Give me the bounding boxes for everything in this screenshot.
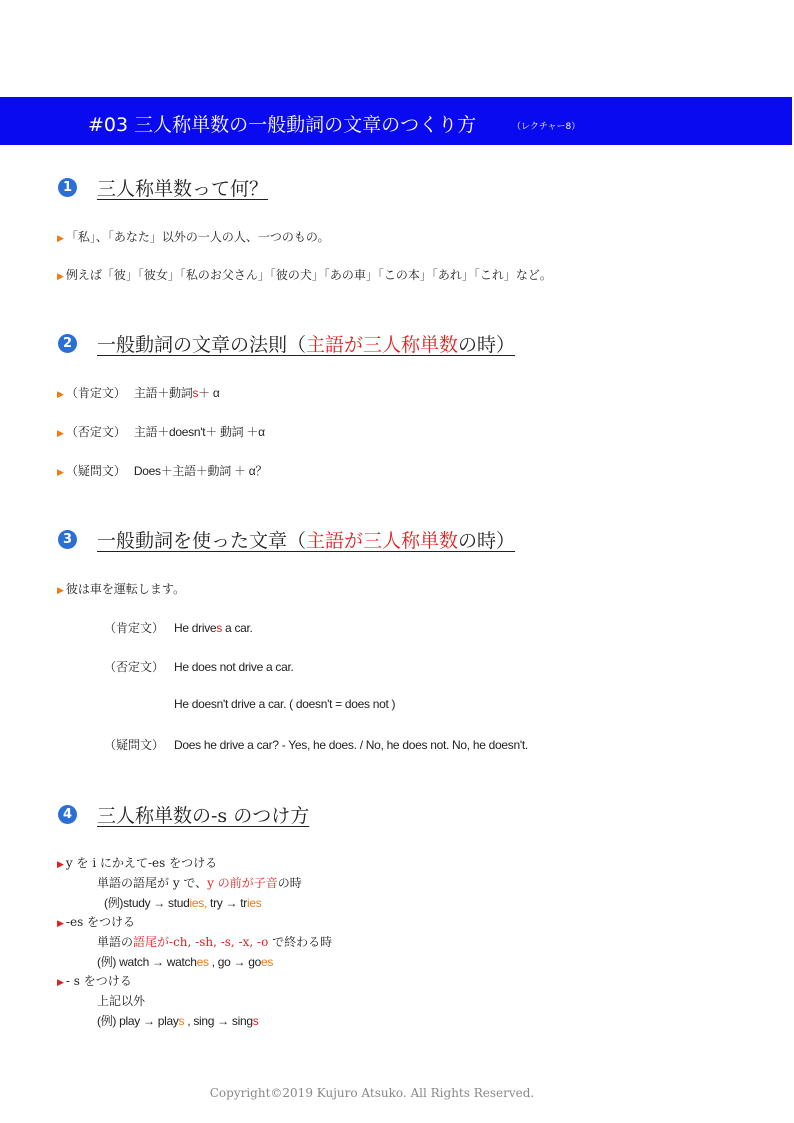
section-2-title: 一般動詞の文章の法則（主語が三人称単数の時） — [97, 334, 516, 356]
triangle-bullet-icon: ▶ — [57, 390, 64, 400]
section-number-3: 3 — [58, 530, 77, 549]
rule-2-head: ▶ -es をつける — [57, 915, 136, 929]
page-subtitle: （レクチャー8） — [512, 122, 581, 132]
triangle-bullet-icon: ▶ — [57, 919, 64, 929]
section-2-heading — [58, 330, 515, 357]
section-1-heading — [58, 174, 268, 201]
rule-1-example: (例)study → studies, try → tries — [104, 896, 262, 910]
section-4-title: 三人称単数の-s のつけ方 — [97, 805, 310, 827]
triangle-bullet-icon: ▶ — [57, 468, 64, 478]
rule-2-desc: 単語の語尾が-ch, -sh, -s, -x, -o で終わる時 — [97, 935, 333, 949]
rule-row-question: ▶ （疑問文） Does＋主語＋動詞 ＋ α？ — [57, 464, 268, 478]
example-question: （疑問文） Does he drive a car? - Yes, he does. / No, he does not. No, he doesn't. — [104, 738, 528, 752]
rule-row-negative: ▶ （否定文） 主語＋doesn't＋ 動詞 ＋α — [57, 425, 265, 439]
copyright-footer: Copyright©2019 Kujuro Atsuko. All Rights Reserved. — [209, 1086, 535, 1100]
example-affirmative: （肯定文） He drives a car. — [104, 621, 253, 635]
example-negative-short: He doesn't drive a car. ( doesn't = does not ) — [174, 697, 396, 711]
section-4-heading — [58, 801, 309, 828]
section-1-line-1: ▶ 「私」、「あなた」以外の一人の人、一つのもの。 — [57, 230, 330, 244]
rule-row-affirmative: ▶ （肯定文） 主語＋動詞s＋ α — [57, 386, 220, 400]
rule-1-desc: 単語の語尾が y で、y の前が子音の時 — [97, 876, 302, 890]
section-number-1: 1 — [58, 178, 77, 197]
section-1-line-2: ▶ 例えば「彼」「彼女」「私のお父さん」「彼の犬」「あの車」「この本」「あれ」「これ」など。 — [57, 268, 552, 282]
triangle-bullet-icon: ▶ — [57, 978, 64, 988]
rule-1-head: ▶ y を i にかえて-es をつける — [57, 856, 218, 870]
section-3-heading — [58, 526, 515, 553]
section-3-title: 一般動詞を使った文章（主語が三人称単数の時） — [97, 530, 516, 552]
rule-3-example: (例) play → plays , sing → sings — [97, 1014, 259, 1028]
section-number-4: 4 — [58, 805, 77, 824]
triangle-bullet-icon: ▶ — [57, 429, 64, 439]
rule-3-desc: 上記以外 — [97, 994, 146, 1008]
section-number-2: 2 — [58, 334, 77, 353]
page-title: #03 三人称単数の一般動詞の文章のつくり方 — [88, 114, 477, 136]
section-1-title: 三人称単数って何？ — [97, 178, 269, 200]
triangle-bullet-icon: ▶ — [57, 586, 64, 596]
triangle-bullet-icon: ▶ — [57, 860, 64, 870]
section-3-intro: ▶ 彼は車を運転します。 — [57, 582, 185, 596]
rule-2-example: (例) watch → watches , go → goes — [97, 955, 274, 969]
example-negative: （否定文） He does not drive a car. — [104, 660, 294, 674]
rule-3-head: ▶ - s をつける — [57, 974, 132, 988]
triangle-bullet-icon: ▶ — [57, 234, 64, 244]
triangle-bullet-icon: ▶ — [57, 272, 64, 282]
